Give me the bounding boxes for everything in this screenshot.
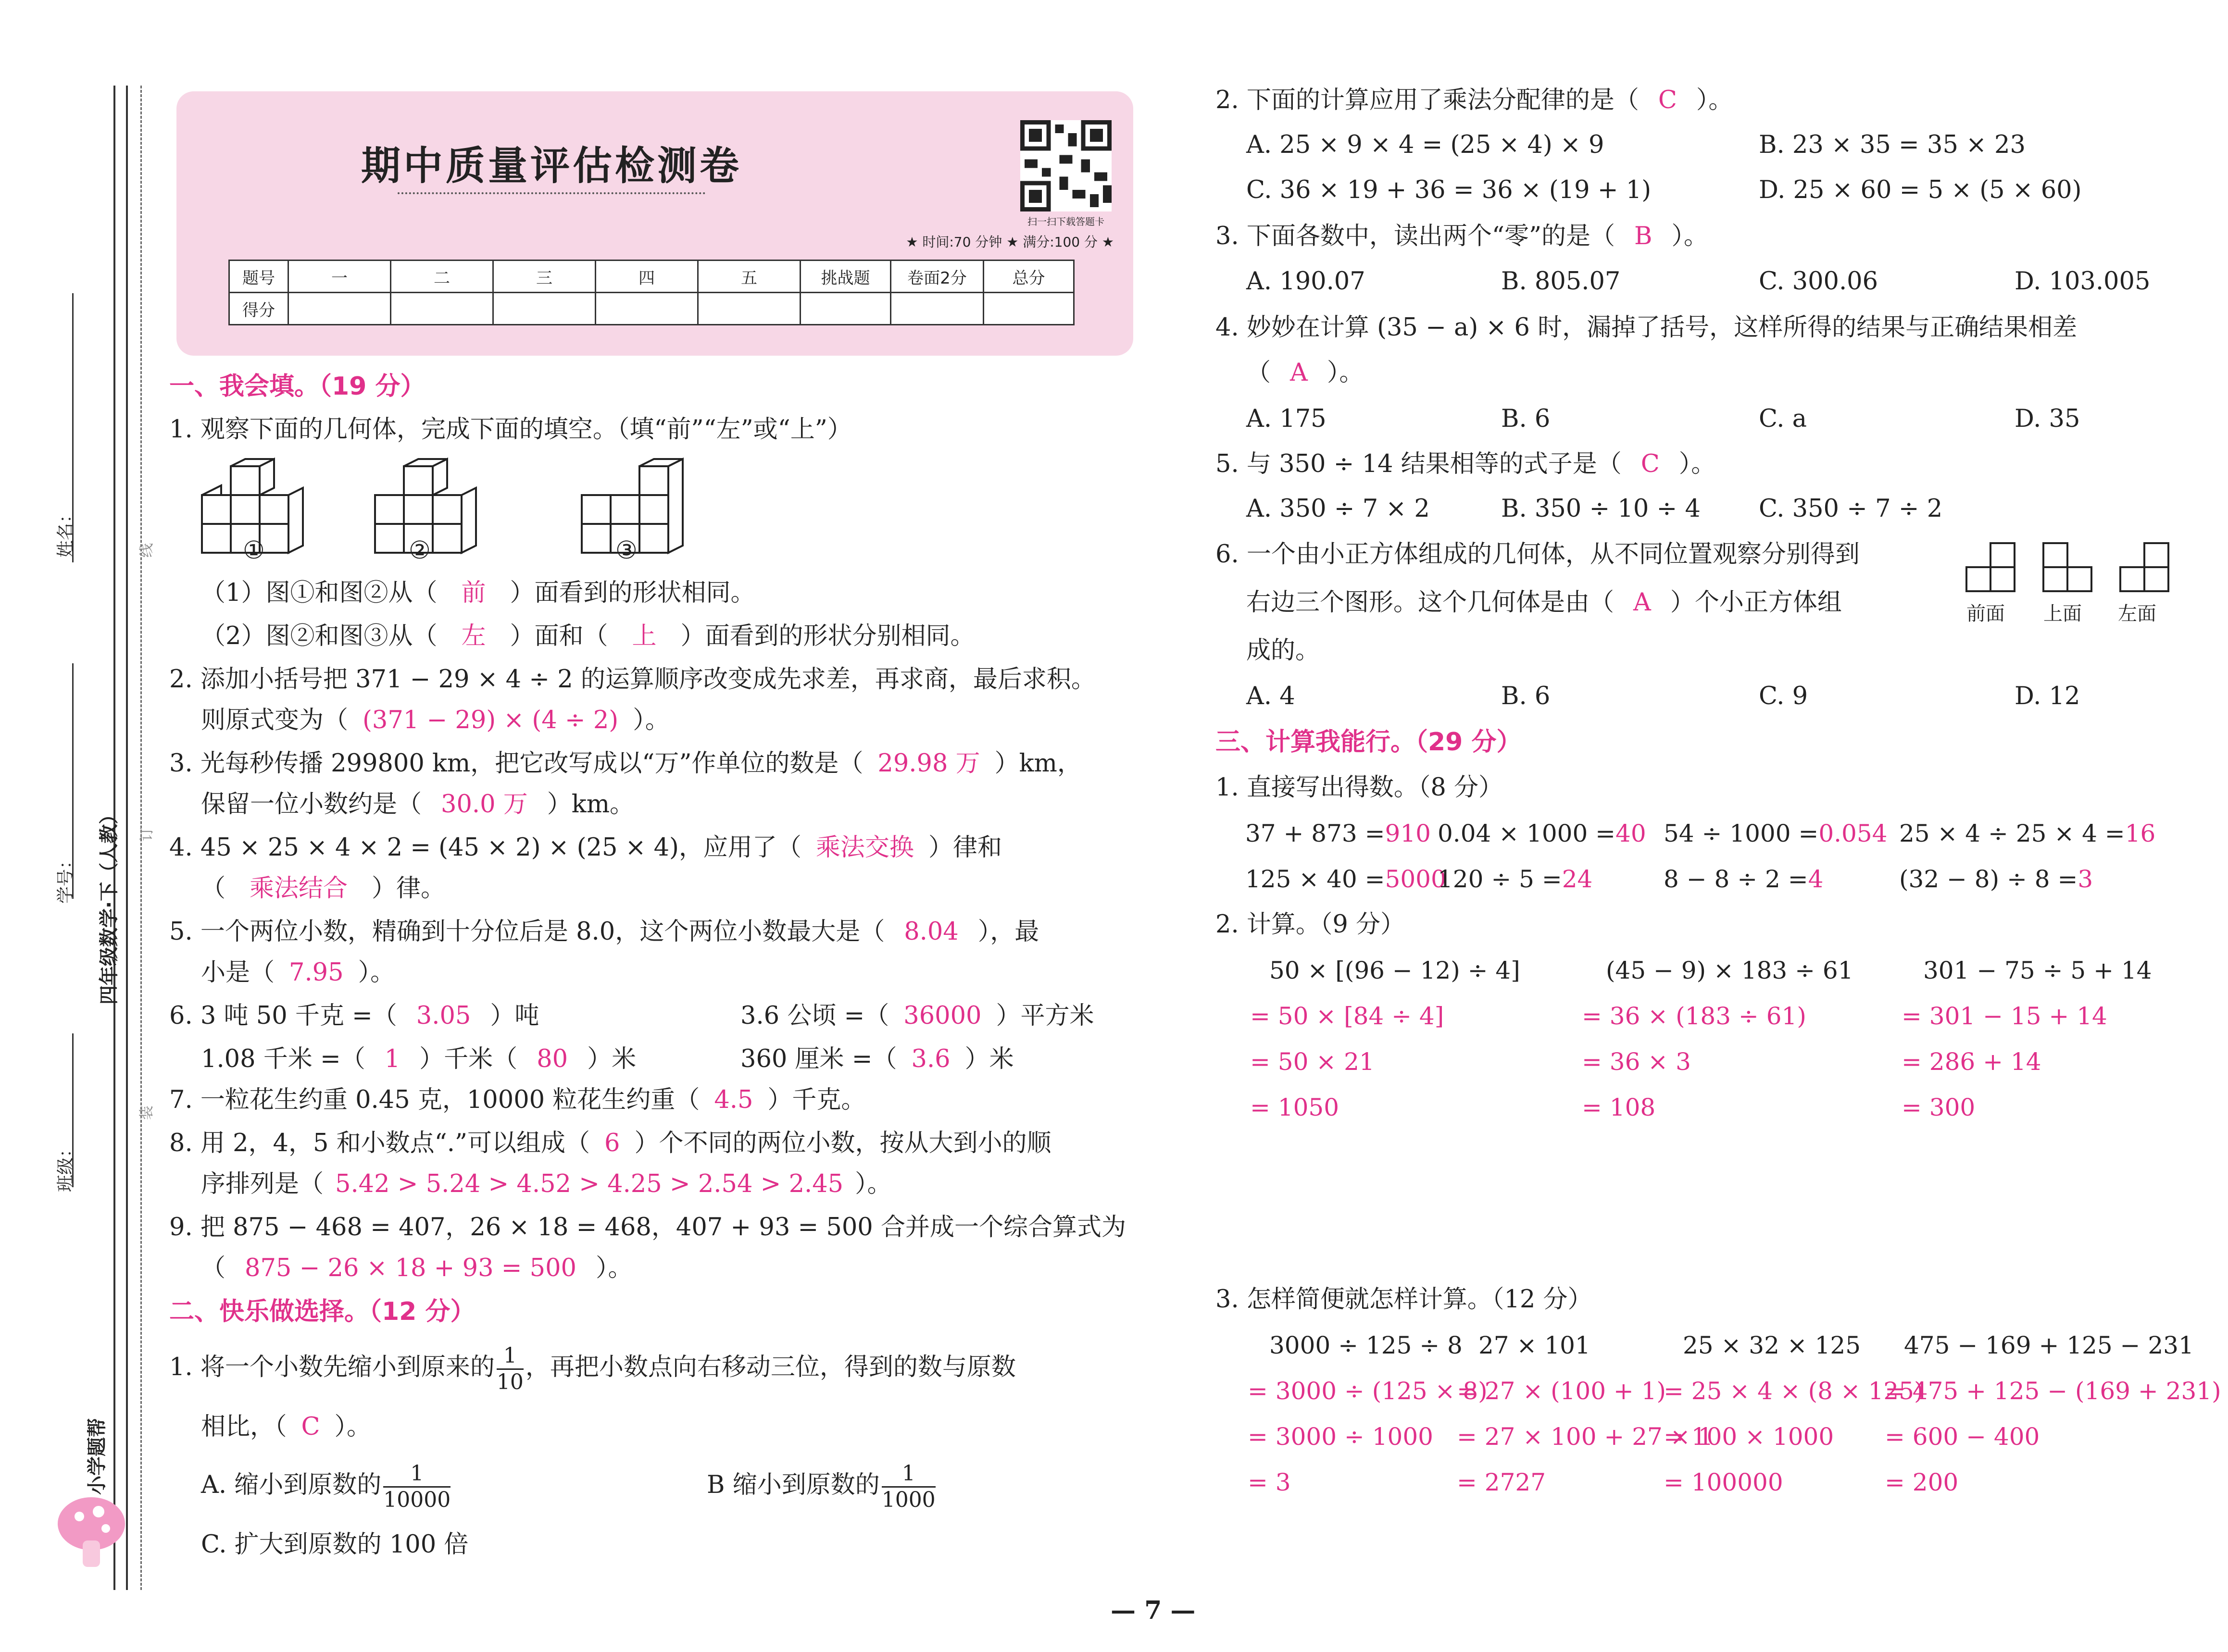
s1-q8b: 序排列是（ 5.42 > 5.24 > 4.52 > 4.25 > 2.54 > 2.45 ）。 xyxy=(201,1170,892,1198)
s3-q2-col1-step: = 50 × 21 xyxy=(1250,1048,1375,1076)
section-3-title: 三、计算我能行。（29 分） xyxy=(1215,728,1522,757)
score-input[interactable] xyxy=(984,293,1074,325)
mushroom-logo xyxy=(53,1490,130,1572)
s2-q4b: （ A ）。 xyxy=(1246,359,1364,387)
s3-q3: 3. 怎样简便就怎样计算。（12 分） xyxy=(1215,1285,1592,1314)
score-cell: 挑战题 xyxy=(801,261,891,293)
s3-q2-col2-step: = 36 × 3 xyxy=(1582,1048,1691,1076)
section-1-title: 一、我会填。（19 分） xyxy=(169,372,426,401)
s3-q2-col3-step: = 301 − 15 + 14 xyxy=(1902,1002,2107,1030)
binding-strip xyxy=(0,0,154,1652)
id-blank xyxy=(72,663,74,899)
s3-q2: 2. 计算。（9 分） xyxy=(1215,910,1405,939)
s2-q2-option-d: D. 25 × 60 = 5 × (5 × 60) xyxy=(1759,176,2082,204)
s2-q1-option-a: A. 缩小到原数的 $\frac{1}{10000}$ xyxy=(201,1461,451,1512)
s2-q5: 5. 与 350 ÷ 14 结果相等的式子是（ C ）。 xyxy=(1215,450,1716,478)
s3-q3-col2-step: = 2727 xyxy=(1457,1468,1546,1496)
s1-q4b: （ 乘法结合 ）律。 xyxy=(201,874,446,903)
exam-title: 期中质量评估检测卷 xyxy=(361,143,742,189)
binding-mark-zhuang: 装 xyxy=(138,1105,155,1120)
score-row-label: 得分 xyxy=(229,293,288,325)
score-input[interactable] xyxy=(698,293,801,325)
score-cell: 卷面2分 xyxy=(891,261,984,293)
score-input[interactable] xyxy=(391,293,493,325)
s1-q5b: 小是（ 7.95 ）。 xyxy=(201,958,395,987)
s1-q5a: 5. 一个两位小数，精确到十分位后是 8.0，这个两位小数最大是（ 8.04 ），最 xyxy=(169,918,1039,946)
score-input[interactable] xyxy=(493,293,596,325)
s1-q6b: 3.6 公顷 =（ 36000 ）平方米 xyxy=(740,1002,1094,1030)
s3-q1-item-4: 25 × 4 ÷ 25 × 4 =16 xyxy=(1899,820,2156,847)
title-underline xyxy=(398,192,705,194)
s2-q4-option-a: A. 175 xyxy=(1246,405,1327,433)
binding-mark-ding: 订 xyxy=(138,827,155,841)
section-2-title: 二、快乐做选择。（12 分） xyxy=(169,1297,476,1326)
score-cell: 四 xyxy=(596,261,698,293)
s2-q3-option-a: A. 190.07 xyxy=(1246,267,1365,296)
s3-q2-col1-step: = 50 × [84 ÷ 4] xyxy=(1250,1002,1444,1030)
qr-caption: 扫一扫下载答题卡 xyxy=(1027,216,1104,227)
s2-q2: 2. 下面的计算应用了乘法分配律的是（ C ）。 xyxy=(1215,86,1733,114)
s2-q3-option-b: B. 805.07 xyxy=(1501,267,1621,296)
score-input[interactable] xyxy=(891,293,984,325)
class-label: 班级： xyxy=(56,1140,75,1192)
score-table-header-row xyxy=(229,261,1074,293)
s3-q3-col3-step: = 25 × 4 × (8 × 125) xyxy=(1664,1377,1924,1405)
score-cell: 五 xyxy=(698,261,801,293)
binding-line-solid-2 xyxy=(126,86,128,1590)
view-label-front: 前面 xyxy=(1966,603,2005,625)
score-input[interactable] xyxy=(596,293,698,325)
s1-q6d: 360 厘米 =（ 3.6 ）米 xyxy=(740,1045,1014,1073)
s3-q3-col1-step: = 3000 ÷ (125 × 8) xyxy=(1248,1377,1488,1405)
s1-q9b: （ 875 − 26 × 18 + 93 = 500 ）。 xyxy=(201,1254,633,1282)
s1-q3b: 保留一位小数约是（ 30.0 万 ）km。 xyxy=(201,790,635,819)
solid-figures xyxy=(192,457,721,567)
s1-q8a: 8. 用 2，4，5 和小数点“.”可以组成（ 6 ）个不同的两位小数，按从大到小的顺 xyxy=(169,1129,1051,1157)
s3-q3-col1-step: = 3 xyxy=(1248,1468,1291,1496)
s2-q4-option-d: D. 35 xyxy=(2015,405,2080,433)
s2-q6-option-c: C. 9 xyxy=(1759,682,1808,710)
qr-code xyxy=(1020,120,1112,211)
s2-q6-option-a: A. 4 xyxy=(1246,682,1295,710)
score-cell: 总分 xyxy=(984,261,1074,293)
view-label-top: 上面 xyxy=(2043,603,2082,625)
s2-q6b: 右边三个图形。这个几何体是由（ A ）个小正方体组 xyxy=(1246,588,1842,617)
s3-q3-col3-step: = 100 × 1000 xyxy=(1664,1423,1834,1451)
view-figures xyxy=(1962,541,2188,598)
score-cell: 一 xyxy=(288,261,391,293)
score-cell: 二 xyxy=(391,261,493,293)
s2-q1b: 相比，（ C ）。 xyxy=(201,1413,372,1441)
score-cell: 三 xyxy=(493,261,596,293)
s3-q1-item-1: 37 + 873 =910 xyxy=(1245,820,1431,847)
s3-q3-col2-step: = 27 × 100 + 27 × 1 xyxy=(1457,1423,1714,1451)
s3-q3-col4-step: = 475 + 125 − (169 + 231) xyxy=(1885,1377,2221,1405)
s2-q1a: 1. 将一个小数先缩小到原来的 $\frac{1}{10}$ ，再把小数点向右移动三位，得到的数与原数 xyxy=(169,1343,1016,1394)
s2-q6a: 6. 一个由小正方体组成的几何体，从不同位置观察分别得到 xyxy=(1215,540,1860,569)
figure-label-3: ③ xyxy=(615,536,638,565)
fraction: $\frac{1}{1000}$ xyxy=(881,1461,936,1512)
binding-mark-xian: 线 xyxy=(138,543,155,558)
s2-q3: 3. 下面各数中，读出两个“零”的是（ B ）。 xyxy=(1215,222,1709,250)
s2-q4a: 4. 妙妙在计算 (35 − a) × 6 时，漏掉了括号，这样所得的结果与正确结果相差 xyxy=(1215,313,2078,342)
s1-q1: 1. 观察下面的几何体，完成下面的填空。（填“前”“左”或“上”） xyxy=(169,415,852,444)
s1-q3a: 3. 光每秒传播 299800 km，把它改写成以“万”作单位的数是（ 29.98 万 ）km， xyxy=(169,749,1082,778)
score-input[interactable] xyxy=(801,293,891,325)
s3-q2-col3-step: = 300 xyxy=(1902,1093,1976,1121)
score-cell: 题号 xyxy=(229,261,288,293)
s2-q2-option-b: B. 23 × 35 = 35 × 23 xyxy=(1759,131,2026,159)
s3-q3-col3-expr: 25 × 32 × 125 xyxy=(1683,1331,1861,1359)
s1-q6a: 6. 3 吨 50 千克 =（ 3.05 ）吨 xyxy=(169,1002,539,1030)
s1-q2b: 则原式变为（ (371 − 29) × (4 ÷ 2) ）。 xyxy=(201,706,670,734)
s3-q3-col3-step: = 100000 xyxy=(1664,1468,1783,1496)
exam-meta: ★ 时间:70 分钟 ★ 满分:100 分 ★ xyxy=(906,234,1114,250)
s3-q3-col4-step: = 200 xyxy=(1885,1468,1959,1496)
s3-q2-col3-expr: 301 − 75 ÷ 5 + 14 xyxy=(1923,956,2152,984)
s3-q3-col2-step: = 27 × (100 + 1) xyxy=(1457,1377,1666,1405)
s2-q5-option-a: A. 350 ÷ 7 × 2 xyxy=(1246,495,1430,523)
s3-q3-col4-expr: 475 − 169 + 125 − 231 xyxy=(1904,1331,2194,1359)
s2-q1-option-b: B 缩小到原数的 $\frac{1}{1000}$ xyxy=(707,1461,936,1512)
s3-q1-item-2: 0.04 × 1000 =40 xyxy=(1438,820,1646,847)
book-label: 四年级数学·下（人教） xyxy=(98,805,120,1005)
s1-q2a: 2. 添加小括号把 371 − 29 × 4 ÷ 2 的运算顺序改变成先求差，再求商，最后求积。 xyxy=(169,665,1096,694)
s3-q2-col1-step: = 1050 xyxy=(1250,1093,1339,1121)
s3-q2-col3-step: = 286 + 14 xyxy=(1902,1048,2041,1076)
score-table xyxy=(228,260,1075,325)
s2-q4-option-b: B. 6 xyxy=(1501,405,1551,433)
s1-q1a: （1）图①和图②从（ 前 ）面看到的形状相同。 xyxy=(201,579,755,607)
s2-q6-option-d: D. 12 xyxy=(2015,682,2080,710)
fraction: $\frac{1}{10}$ xyxy=(496,1343,524,1394)
view-label-left: 左面 xyxy=(2118,603,2156,625)
s2-q4-option-c: C. a xyxy=(1759,405,1807,433)
name-blank xyxy=(72,293,74,562)
fraction: $\frac{1}{10000}$ xyxy=(383,1461,451,1512)
s2-q6-option-b: B. 6 xyxy=(1501,682,1551,710)
score-table-score-row xyxy=(229,293,1074,325)
page-number: — 7 — xyxy=(1111,1596,1196,1625)
s1-q1b: （2）图②和图③从（ 左 ）面和（ 上 ）面看到的形状分别相同。 xyxy=(201,622,975,650)
s3-q1-item-6: 120 ÷ 5 =24 xyxy=(1438,865,1593,893)
s2-q3-option-c: C. 300.06 xyxy=(1759,267,1878,296)
id-label: 学号： xyxy=(56,851,75,904)
s1-q7: 7. 一粒花生约重 0.45 克，10000 粒花生约重（ 4.5 ）千克。 xyxy=(169,1086,866,1114)
s2-q6c: 成的。 xyxy=(1246,636,1320,665)
s3-q3-col1-step: = 3000 ÷ 1000 xyxy=(1248,1423,1433,1451)
s2-q5-option-c: C. 350 ÷ 7 ÷ 2 xyxy=(1759,495,1943,523)
class-blank xyxy=(72,1033,74,1187)
s3-q3-col4-step: = 600 − 400 xyxy=(1885,1423,2040,1451)
figure-label-2: ② xyxy=(409,536,431,565)
s3-q1-item-7: 8 − 8 ÷ 2 =4 xyxy=(1664,865,1824,893)
s3-q2-col2-step: = 108 xyxy=(1582,1093,1656,1121)
s2-q2-option-a: A. 25 × 9 × 4 = (25 × 4) × 9 xyxy=(1246,131,1604,159)
s3-q2-col2-step: = 36 × (183 ÷ 61) xyxy=(1582,1002,1806,1030)
name-label: 姓名： xyxy=(56,505,75,558)
score-input[interactable] xyxy=(288,293,391,325)
s3-q1-item-5: 125 × 40 =5000 xyxy=(1245,865,1446,893)
header-card xyxy=(176,91,1133,356)
s3-q1-item-8: (32 − 8) ÷ 8 =3 xyxy=(1899,865,2093,893)
s2-q3-option-d: D. 103.005 xyxy=(2015,267,2151,296)
s3-q1-item-3: 54 ÷ 1000 =0.054 xyxy=(1664,820,1888,847)
s2-q5-option-b: B. 350 ÷ 10 ÷ 4 xyxy=(1501,495,1701,523)
figure-label-1: ① xyxy=(243,536,265,565)
s3-q3-col2-expr: 27 × 101 xyxy=(1478,1331,1590,1359)
s3-q2-col2-expr: (45 − 9) × 183 ÷ 61 xyxy=(1606,956,1853,984)
s3-q2-col1-expr: 50 × [(96 − 12) ÷ 4] xyxy=(1269,956,1520,984)
s1-q9a: 9. 把 875 − 468 = 407，26 × 18 = 468，407 + 93 = 500 合并成一个综合算式为 xyxy=(169,1213,1126,1242)
s3-q3-col1-expr: 3000 ÷ 125 ÷ 8 xyxy=(1269,1331,1463,1359)
s1-q6c: 1.08 千米 =（ 1 ）千米（ 80 ）米 xyxy=(201,1045,637,1073)
s3-q1: 1. 直接写出得数。（8 分） xyxy=(1215,773,1503,802)
brand-label: 小学题帮 xyxy=(86,1418,108,1495)
s2-q2-option-c: C. 36 × 19 + 36 = 36 × (19 + 1) xyxy=(1246,176,1652,204)
s2-q1-option-c: C. 扩大到原数的 100 倍 xyxy=(201,1530,469,1559)
s1-q4a: 4. 45 × 25 × 4 × 2 = (45 × 2) × (25 × 4)，应用了（ 乘法交换 ）律和 xyxy=(169,833,1002,862)
